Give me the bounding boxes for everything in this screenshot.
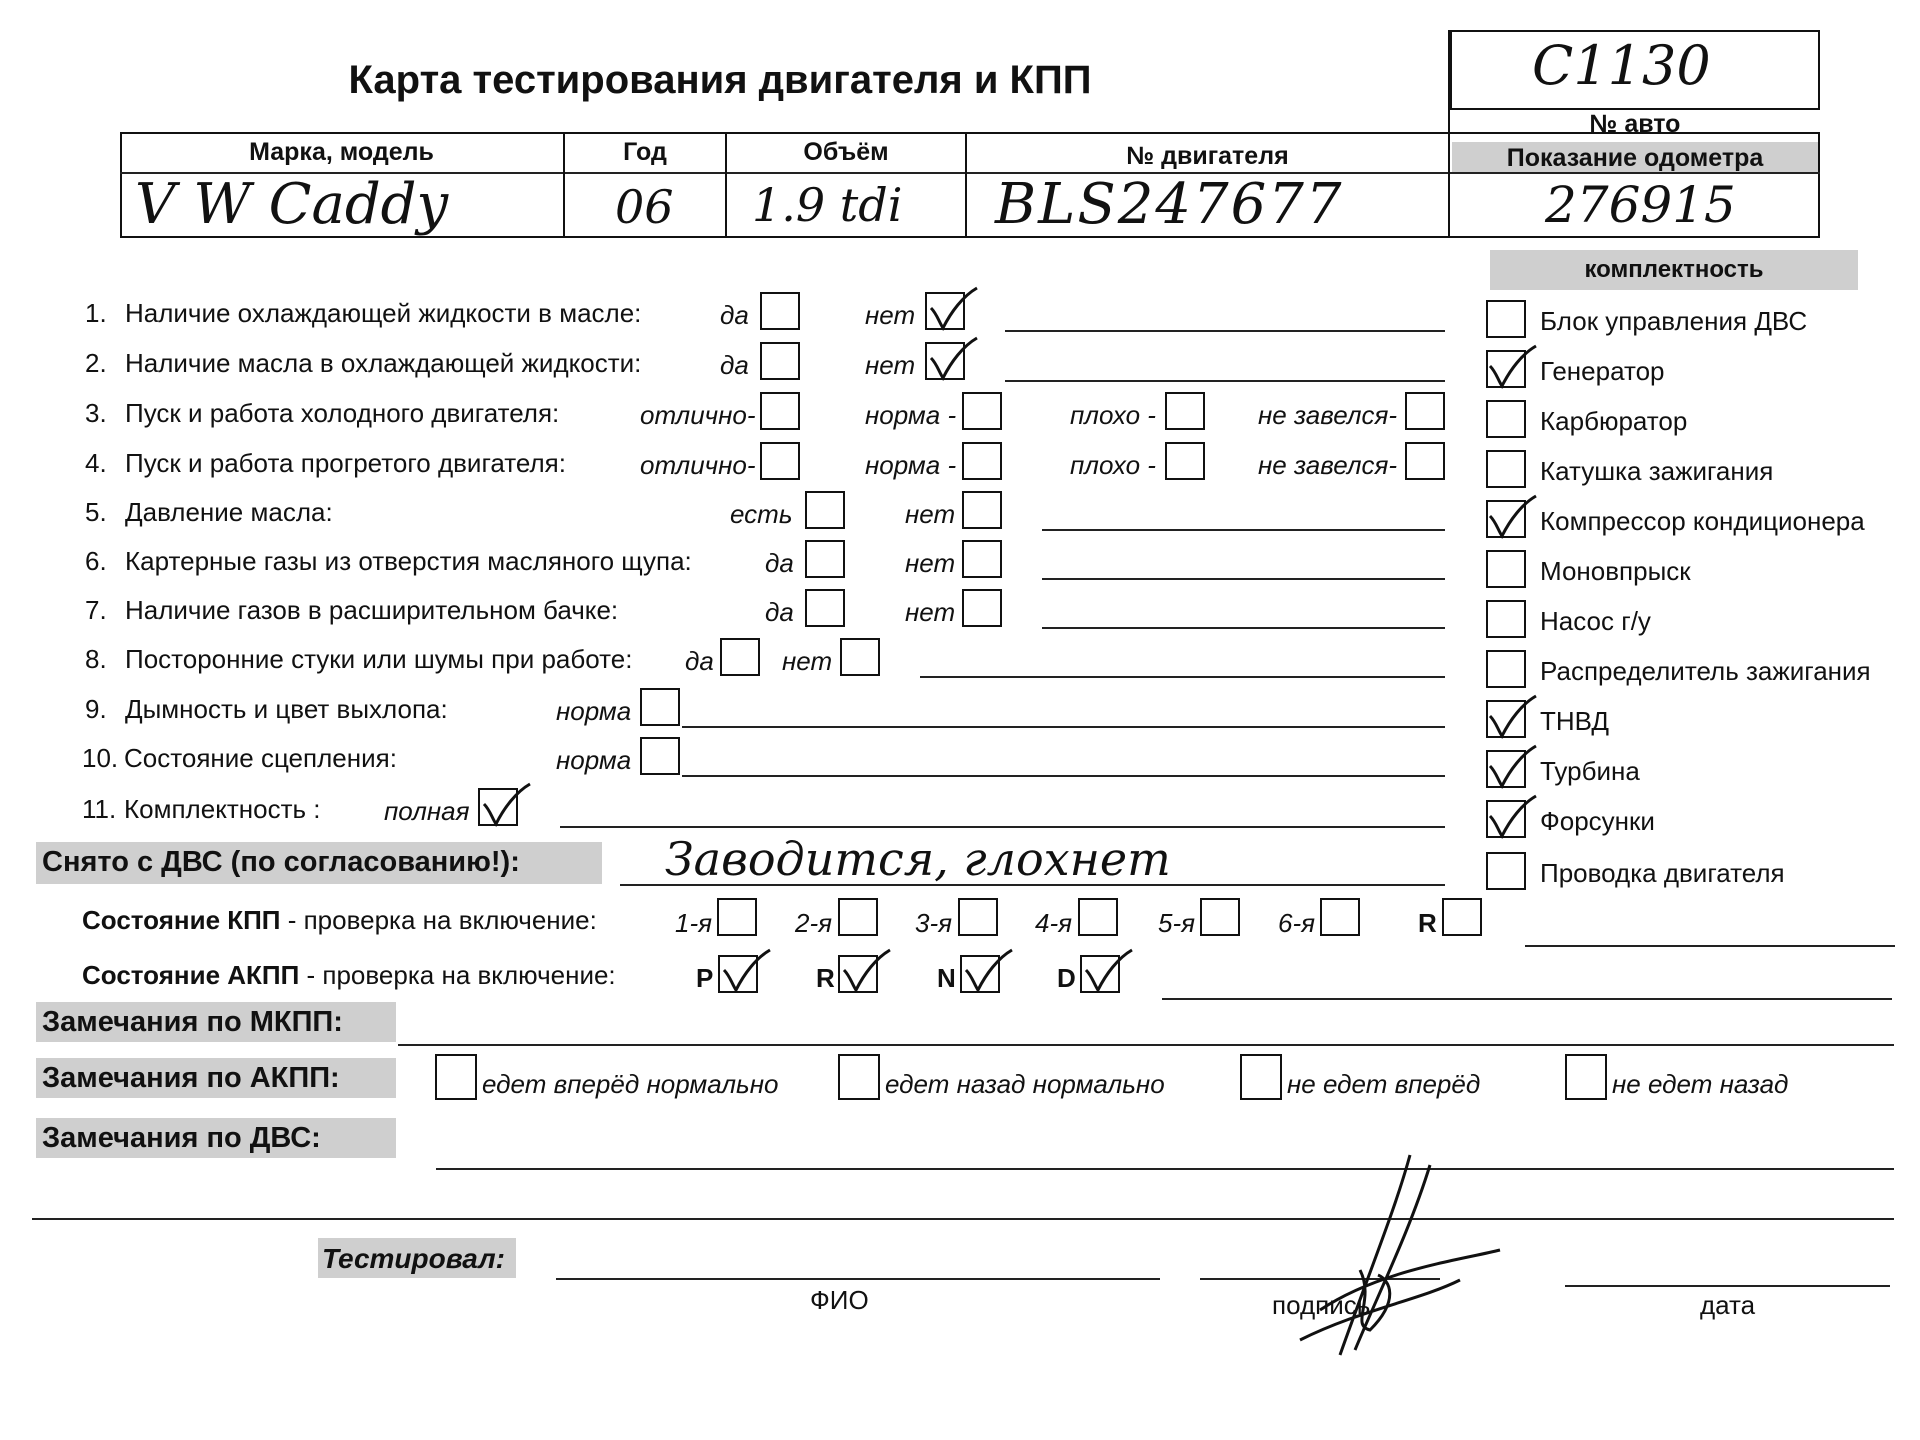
gear-checkbox[interactable] (838, 898, 878, 936)
kit-header: комплектность (1584, 256, 1764, 283)
gear-label: 3-я (915, 908, 953, 938)
question-number: 2. (85, 348, 107, 378)
kit-check-mark (1484, 742, 1540, 792)
auto-number-label: № авто (1589, 110, 1681, 138)
option-checkbox[interactable] (1165, 392, 1205, 430)
question-text: Картерные газы из отверстия масляного щупа: (125, 546, 692, 576)
option-label: норма (556, 745, 632, 775)
page-title: Карта тестирования двигателя и КПП (348, 58, 1092, 102)
option-checkbox[interactable] (805, 491, 845, 529)
option-label: есть (730, 499, 793, 529)
question-number: 4. (85, 448, 107, 478)
gear-checkbox[interactable] (1320, 898, 1360, 936)
answer-line (1042, 529, 1445, 531)
answer-line (1042, 578, 1445, 580)
auto-number-box (1450, 30, 1820, 110)
col-engine-number: № двигателя (1126, 142, 1289, 170)
answer-line (1005, 380, 1445, 382)
question-number: 8. (85, 644, 107, 674)
option-checkbox[interactable] (805, 540, 845, 578)
tested-label: Тестировал: (322, 1243, 505, 1274)
kit-checkbox[interactable] (1486, 450, 1526, 488)
answer-line (682, 775, 1445, 777)
akpp-remark-checkbox[interactable] (838, 1054, 880, 1100)
col-odometer: Показание одометра (1506, 144, 1764, 172)
option-label: нет (905, 499, 956, 529)
kit-item-label: Насос г/у (1540, 606, 1651, 636)
kit-checkbox[interactable] (1486, 300, 1526, 338)
akpp-remark-label: не едет вперёд (1287, 1069, 1481, 1099)
gear-checkbox[interactable] (958, 898, 998, 936)
option-label: не завелся- (1258, 450, 1398, 480)
option-check-mark (478, 780, 534, 830)
kit-check-mark (1484, 792, 1540, 842)
option-label: норма - (865, 400, 957, 430)
gear-label: 4-я (1035, 908, 1073, 938)
question-text: Пуск и работа прогретого двигателя: (125, 448, 566, 478)
akpp-check-mark (838, 946, 894, 996)
question-text: Наличие газов в расширительном бачке: (125, 595, 619, 625)
kit-item-label: Турбина (1540, 756, 1640, 786)
value-year: 06 (615, 180, 674, 234)
option-label: норма - (865, 450, 957, 480)
option-checkbox[interactable] (962, 589, 1002, 627)
option-checkbox[interactable] (1405, 442, 1445, 480)
option-label: плохо - (1070, 400, 1156, 430)
option-label: да (720, 350, 749, 380)
akpp-remark-label: едет назад нормально (885, 1069, 1165, 1099)
question-text: Комплектность : (124, 794, 321, 824)
value-engine-number: BLS247677 (995, 172, 1344, 237)
remarks-mkpp-label: Замечания по МКПП: (42, 1006, 343, 1038)
kit-item-label: Катушка зажигания (1540, 456, 1774, 486)
akpp-check-mark (1080, 946, 1136, 996)
removed-label: Снято с ДВС (по согласованию!): (42, 846, 520, 878)
gear-label: 5-я (1158, 908, 1196, 938)
col-make-model: Марка, модель (249, 138, 434, 166)
kit-item-label: Форсунки (1540, 806, 1655, 836)
gear-label: 6-я (1278, 908, 1316, 938)
option-check-mark (925, 334, 981, 384)
question-number: 7. (85, 595, 107, 625)
answer-line (1042, 627, 1445, 629)
option-checkbox[interactable] (840, 638, 880, 676)
option-label: нет (865, 350, 916, 380)
akpp-mode-label: R (816, 963, 835, 993)
date-label: дата (1700, 1290, 1756, 1320)
option-checkbox[interactable] (1405, 392, 1445, 430)
option-checkbox[interactable] (760, 342, 800, 380)
option-label: норма (556, 696, 632, 726)
option-label: не завелся- (1258, 400, 1398, 430)
option-label: нет (905, 548, 956, 578)
question-text: Наличие охлаждающей жидкости в масле: (125, 298, 642, 328)
option-checkbox[interactable] (962, 491, 1002, 529)
signature-scribble (1260, 1150, 1520, 1370)
kit-check-mark (1484, 692, 1540, 742)
kit-item-label: Моновпрыск (1540, 556, 1691, 586)
akpp-remark-label: не едет назад (1612, 1069, 1789, 1099)
question-number: 1. (85, 298, 107, 328)
option-checkbox[interactable] (962, 540, 1002, 578)
option-label: нет (905, 597, 956, 627)
kit-checkbox[interactable] (1486, 852, 1526, 890)
answer-line (682, 726, 1445, 728)
option-label: полная (384, 796, 470, 826)
answer-line (1005, 330, 1445, 332)
option-label: да (720, 300, 749, 330)
option-checkbox[interactable] (760, 442, 800, 480)
question-text: Наличие масла в охлаждающей жидкости: (125, 348, 642, 378)
gear-checkbox[interactable] (717, 898, 757, 936)
kit-item-label: Карбюратор (1540, 406, 1688, 436)
akpp-mode-label: P (696, 963, 714, 993)
option-label: да (765, 597, 794, 627)
option-label: плохо - (1070, 450, 1156, 480)
value-volume: 1.9 tdi (752, 178, 903, 232)
signature-label: подпись (1272, 1290, 1371, 1320)
option-checkbox[interactable] (962, 442, 1002, 480)
answer-line (560, 826, 1445, 828)
option-checkbox[interactable] (640, 737, 680, 775)
gear-checkbox[interactable] (1442, 898, 1482, 936)
kit-item-label: Генератор (1540, 356, 1665, 386)
akpp-remark-label: едет вперёд нормально (482, 1069, 779, 1099)
kit-item-label: ТНВД (1540, 706, 1610, 736)
answer-line (920, 676, 1445, 678)
option-checkbox[interactable] (760, 392, 800, 430)
gear-checkbox[interactable] (1078, 898, 1118, 936)
kit-checkbox[interactable] (1486, 650, 1526, 688)
option-checkbox[interactable] (962, 392, 1002, 430)
question-text: Посторонние стуки или шумы при работе: (125, 644, 633, 674)
question-text: Состояние сцепления: (124, 743, 397, 773)
akpp-label: Состояние АКПП - проверка на включение: (82, 960, 616, 990)
question-number: 5. (85, 497, 107, 527)
question-number: 6. (85, 546, 107, 576)
option-label: нет (782, 646, 833, 676)
question-text: Дымность и цвет выхлопа: (125, 694, 448, 724)
question-number: 10. (82, 743, 119, 773)
option-checkbox[interactable] (1165, 442, 1205, 480)
kit-check-mark (1484, 492, 1540, 542)
kit-checkbox[interactable] (1486, 600, 1526, 638)
fio-label: ФИО (810, 1285, 869, 1315)
value-make-model: V W Caddy (135, 172, 449, 237)
option-label: нет (865, 300, 916, 330)
gear-checkbox[interactable] (1200, 898, 1240, 936)
gear-label: 1-я (675, 908, 713, 938)
question-text: Давление масла: (125, 497, 333, 527)
kit-item-label: Проводка двигателя (1540, 858, 1785, 888)
akpp-remark-checkbox[interactable] (1565, 1054, 1607, 1100)
akpp-remark-checkbox[interactable] (435, 1054, 477, 1100)
option-check-mark (925, 284, 981, 334)
gear-label: R (1418, 908, 1437, 938)
kit-item-label: Компрессор кондиционера (1540, 506, 1865, 536)
kit-checkbox[interactable] (1486, 550, 1526, 588)
option-checkbox[interactable] (640, 688, 680, 726)
col-volume: Объём (803, 138, 889, 166)
kit-item-label: Распределитель зажигания (1540, 656, 1871, 686)
remarks-akpp-label: Замечания по АКПП: (42, 1062, 340, 1094)
kpp-label: Состояние КПП - проверка на включение: (82, 905, 597, 935)
akpp-check-mark (960, 946, 1016, 996)
option-label: да (765, 548, 794, 578)
removed-handwritten: Заводится, глохнет (665, 832, 1171, 886)
gear-label: 2-я (795, 908, 833, 938)
kit-item-label: Блок управления ДВС (1540, 306, 1808, 336)
option-checkbox[interactable] (720, 638, 760, 676)
option-label: отлично- (640, 400, 756, 430)
question-text: Пуск и работа холодного двигателя: (125, 398, 560, 428)
option-checkbox[interactable] (805, 589, 845, 627)
value-odometer: 276915 (1545, 176, 1736, 234)
akpp-check-mark (718, 946, 774, 996)
option-checkbox[interactable] (760, 292, 800, 330)
question-number: 9. (85, 694, 107, 724)
col-year: Год (623, 138, 667, 166)
auto-number-value: C1130 (1532, 34, 1711, 97)
remarks-dvs-label: Замечания по ДВС: (42, 1122, 321, 1154)
question-number: 11. (82, 794, 117, 824)
option-label: отлично- (640, 450, 756, 480)
option-label: да (685, 646, 714, 676)
akpp-remark-checkbox[interactable] (1240, 1054, 1282, 1100)
akpp-mode-label: D (1057, 963, 1076, 993)
kit-checkbox[interactable] (1486, 400, 1526, 438)
akpp-mode-label: N (937, 963, 956, 993)
kit-check-mark (1484, 342, 1540, 392)
question-number: 3. (85, 398, 107, 428)
